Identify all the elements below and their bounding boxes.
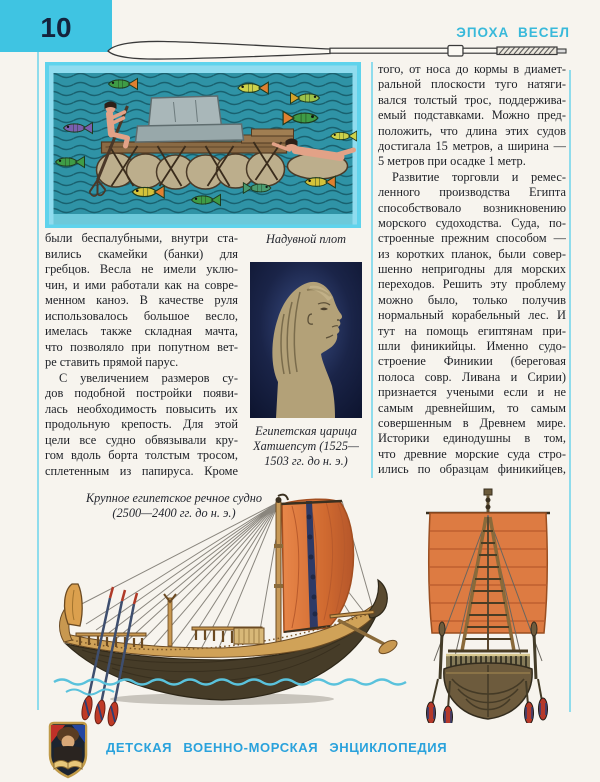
text-line: полоса совр. Ливана и Сирии) bbox=[378, 369, 566, 384]
text-line: гребцов. Весла не имели уклю- bbox=[45, 262, 238, 276]
column-divider-line bbox=[371, 62, 373, 478]
text-line: из коротких планок, были совер- bbox=[378, 246, 566, 261]
text-line: ились по образцам финикийцев, bbox=[378, 462, 566, 477]
page-number: 10 bbox=[40, 12, 72, 43]
right-margin-line bbox=[569, 70, 571, 712]
text-line: что позволяло при попутном вет- bbox=[45, 339, 238, 354]
text-line: можно было, только получив bbox=[378, 292, 566, 307]
text-line: использовалось большое весло, bbox=[45, 308, 238, 323]
text-line: 5 метров при осадке 1 метр. bbox=[378, 154, 526, 169]
raft-illustration bbox=[45, 62, 361, 228]
left-margin-line bbox=[37, 52, 39, 710]
text-line: того, от носа до кормы в диамет- bbox=[378, 62, 566, 76]
text-line: самым древнейшим, то самым bbox=[378, 400, 566, 415]
text-line: способствовало возникновению bbox=[378, 200, 566, 215]
stern-finial bbox=[65, 584, 83, 626]
text-line: нормальный корабельный лес. И bbox=[378, 308, 566, 323]
text-line: ральной плоскости туго натяги- bbox=[378, 77, 566, 92]
raft-caption: Надувной плот bbox=[265, 232, 347, 246]
text-line: шенно непригодны для морских bbox=[378, 262, 566, 277]
text-line: менном каноэ. В качестве руля bbox=[45, 293, 238, 307]
text-line: совершенным в Древнем мире. bbox=[378, 415, 566, 430]
text-line: (2500—2400 гг. до н. э.) bbox=[112, 506, 236, 520]
text-line: емый подставками. Можно пред- bbox=[378, 108, 566, 123]
deckhouse bbox=[234, 628, 264, 644]
text-line: сплетенным из папируса. Кроме bbox=[45, 463, 238, 478]
text-line: морского судоходства. Суда, по- bbox=[378, 215, 566, 230]
text-line: 1503 гг. до н. э.) bbox=[264, 454, 348, 468]
text-line: тут на помощь египтянам при- bbox=[378, 323, 566, 338]
text-line: гом вдоль борта толстым тросом, bbox=[45, 448, 238, 462]
text-line: Египетская царица bbox=[255, 424, 357, 438]
front-hull bbox=[444, 663, 532, 719]
boy-reading bbox=[54, 727, 82, 769]
text-line: Развитие торговли и ремес- bbox=[392, 169, 566, 184]
text-line: признается учеными если и не bbox=[378, 385, 566, 400]
text-line: вался толстый трос, поддержива- bbox=[378, 92, 566, 107]
text-line: Хатшепсут (1525— bbox=[253, 439, 359, 453]
series-title: ДЕТСКАЯ ВОЕННО-МОРСКАЯ ЭНЦИКЛОПЕДИЯ bbox=[106, 740, 448, 755]
text-line: ленного производства Египта bbox=[378, 185, 566, 200]
text-line: ре ставить прямой парус. bbox=[45, 355, 179, 369]
text-line: переходов. Решить эту проблему bbox=[378, 277, 566, 292]
text-line: цели все судно обвязывали кру- bbox=[45, 432, 238, 447]
sail bbox=[280, 499, 354, 632]
text-line: вились скамейки (банки) для bbox=[45, 246, 238, 261]
text-line: строение Финикии (береговая bbox=[378, 354, 566, 369]
text-line: достигала 15 метров, а ширина — bbox=[378, 138, 566, 153]
stone-slab bbox=[136, 124, 244, 142]
text-line: шли финикийцы. Именно судо- bbox=[378, 339, 566, 354]
masthead bbox=[484, 489, 492, 495]
text-line: Историки единодушны в том, bbox=[378, 431, 566, 446]
text-line: Крупное египетское речное судно bbox=[85, 491, 263, 505]
text-line: были беспалубными, внутри ста- bbox=[45, 231, 238, 245]
bust-caption bbox=[238, 424, 374, 469]
oar-illustration bbox=[104, 36, 570, 62]
chapter-title: ЭПОХА ВЕСЕЛ bbox=[456, 25, 570, 40]
text-line: чин, и ими работали как на совре- bbox=[45, 277, 238, 292]
mast-crutch bbox=[164, 594, 176, 646]
publisher-logo bbox=[46, 721, 90, 779]
oar-blade bbox=[108, 41, 330, 59]
text-line: дов подобной постройки появи- bbox=[45, 386, 238, 400]
text-line: имелась также складная мачта, bbox=[45, 324, 238, 338]
text-line: продольную крепость. Для этой bbox=[45, 417, 238, 431]
text-line: С увеличением размеров су- bbox=[59, 370, 238, 385]
text-line: строенные прежним способом — bbox=[378, 231, 566, 246]
ship-front-view-illustration bbox=[418, 483, 558, 723]
text-line: положить, что длина этих судов bbox=[378, 123, 566, 138]
hatshepsut-photo bbox=[250, 262, 362, 418]
left-text-column bbox=[45, 231, 238, 479]
egyptian-ship-illustration bbox=[42, 492, 422, 730]
stone-block bbox=[149, 96, 222, 128]
right-text-column bbox=[378, 62, 566, 478]
text-line: лась необходимость повысить их bbox=[45, 401, 238, 416]
text-line: что древние морские суда стро- bbox=[378, 446, 566, 461]
